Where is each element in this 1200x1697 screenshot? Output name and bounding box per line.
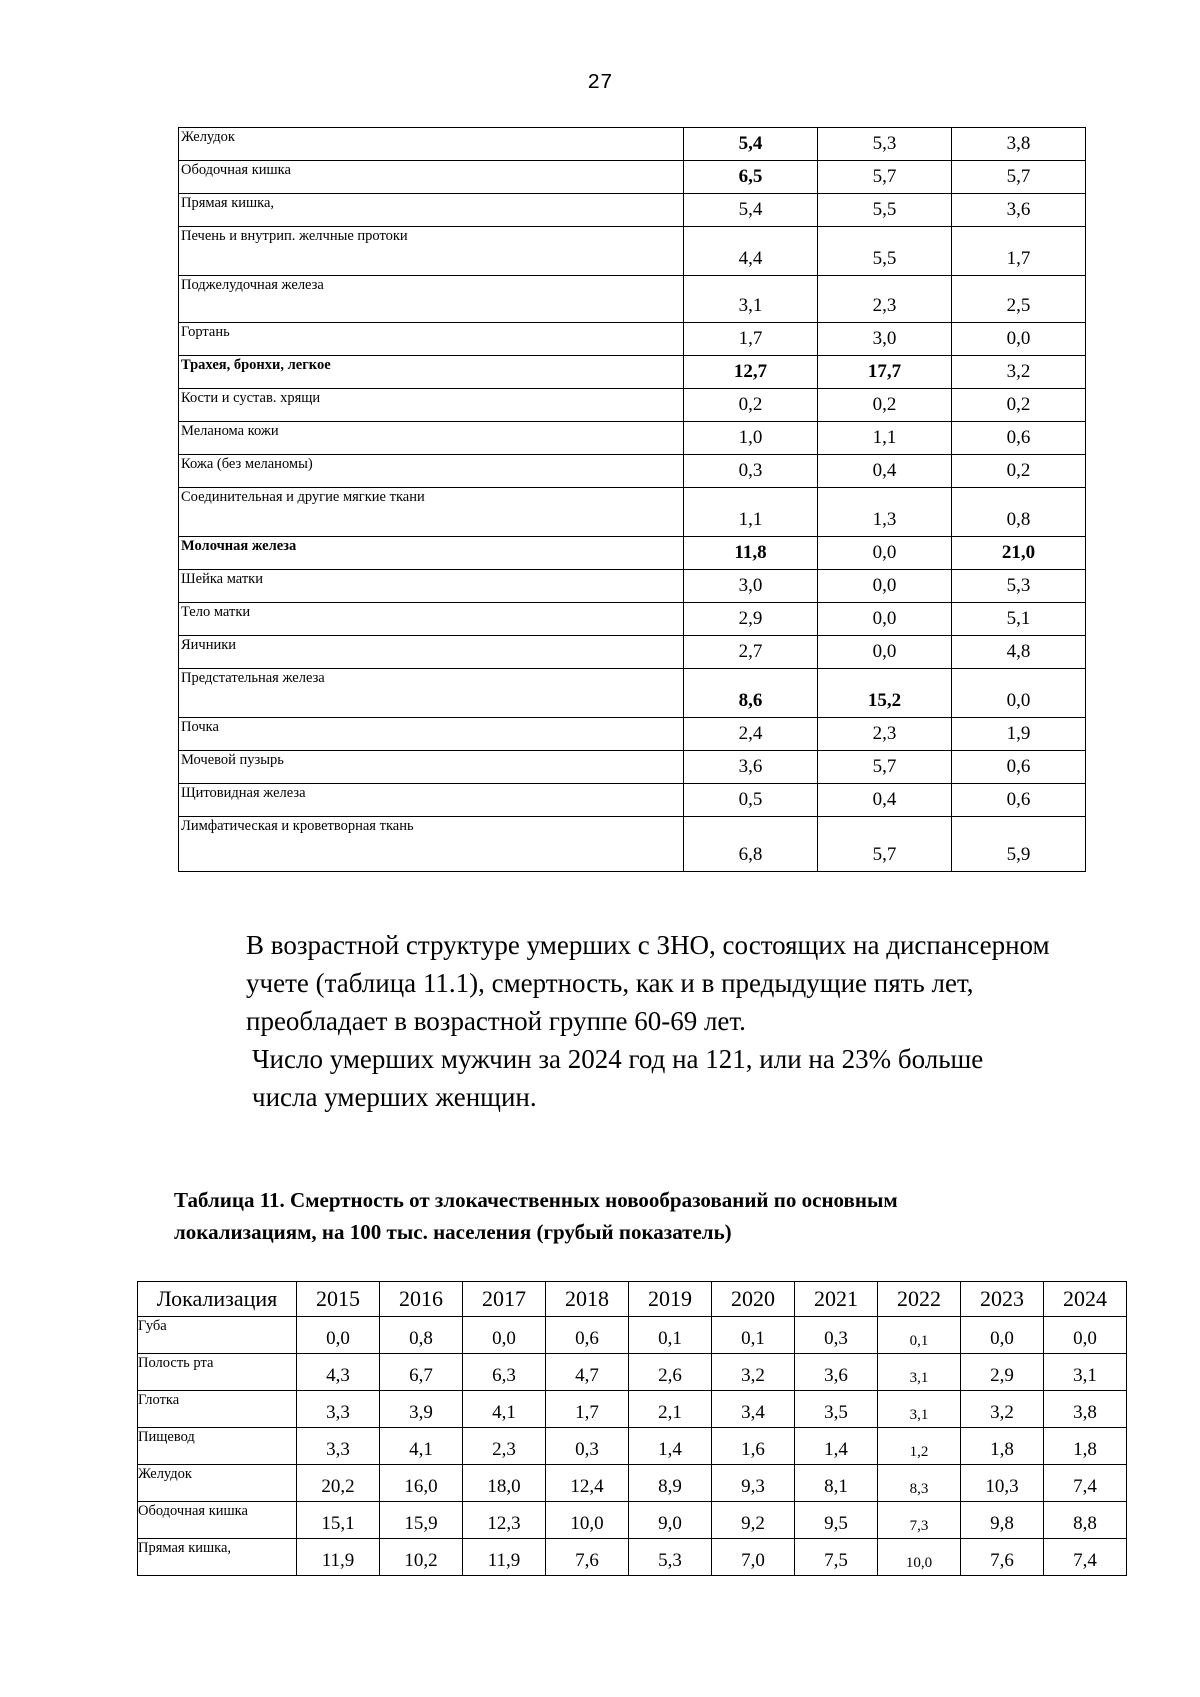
table-row: [179, 817, 1086, 872]
value-cell: 0,2: [684, 389, 818, 422]
value-cell: 15,9: [380, 1502, 463, 1539]
value-cell: 7,0: [712, 1539, 795, 1576]
localization-cell: Лимфатическая и кроветворная ткань: [179, 817, 684, 872]
value-cell: 9,3: [712, 1465, 795, 1502]
value-cell: 0,0: [818, 537, 952, 570]
value-cell: 3,5: [795, 1391, 878, 1428]
value-cell: 2,9: [684, 603, 818, 636]
value-cell: 2,7: [684, 636, 818, 669]
value-cell: 1,3: [818, 488, 952, 537]
value-cell: 3,1: [1044, 1354, 1127, 1391]
value-cell: 12,7: [684, 356, 818, 389]
value-cell: 5,1: [952, 603, 1086, 636]
localization-cell: Соединительная и другие мягкие ткани: [179, 488, 684, 537]
table-row: [179, 128, 1086, 161]
value-cell: 4,1: [463, 1391, 546, 1428]
localization-cell: Полость рта: [138, 1354, 297, 1391]
value-cell: 3,3: [297, 1391, 380, 1428]
value-cell: 0,0: [952, 323, 1086, 356]
value-cell: 1,8: [1044, 1428, 1127, 1465]
table-row: [179, 276, 1086, 323]
value-cell: 0,6: [546, 1317, 629, 1354]
localization-cell: Предстательная железа: [179, 669, 684, 718]
value-cell: 0,3: [795, 1317, 878, 1354]
value-cell: 5,5: [818, 227, 952, 276]
localization-cell: Прямая кишка,: [179, 194, 684, 227]
localization-cell: Молочная железа: [179, 537, 684, 570]
value-cell: 8,8: [1044, 1502, 1127, 1539]
value-cell: 0,0: [463, 1317, 546, 1354]
value-cell: 1,7: [952, 227, 1086, 276]
value-cell: 0,6: [952, 422, 1086, 455]
column-header-year: 2015: [297, 1282, 380, 1317]
paragraph-age-structure: [174, 926, 1086, 1040]
value-cell: 0,1: [629, 1317, 712, 1354]
value-cell: 0,4: [818, 455, 952, 488]
value-cell: 0,0: [297, 1317, 380, 1354]
table-row: [179, 356, 1086, 389]
paragraph-line: Число умерших мужчин за 2024 год на 121, или на 23% больше: [252, 1044, 984, 1074]
value-cell: 0,0: [818, 636, 952, 669]
table-row: [138, 1502, 1127, 1539]
value-cell: 4,1: [380, 1428, 463, 1465]
mortality-by-year-table: [137, 1281, 1127, 1576]
value-cell: 3,2: [712, 1354, 795, 1391]
localization-cell: Губа: [138, 1317, 297, 1354]
value-cell: 1,4: [629, 1428, 712, 1465]
value-cell: 3,1: [684, 276, 818, 323]
value-cell: 0,0: [818, 603, 952, 636]
table-row: [179, 227, 1086, 276]
value-cell: 1,1: [684, 488, 818, 537]
caption-line: локализациям, на 100 тыс. населения (грубый показатель): [174, 1220, 732, 1244]
value-cell: 5,3: [818, 128, 952, 161]
value-cell: 1,0: [684, 422, 818, 455]
table-row: [138, 1317, 1127, 1354]
value-cell: 10,3: [961, 1465, 1044, 1502]
table-header-row: [138, 1282, 1127, 1317]
value-cell: 0,0: [952, 669, 1086, 718]
value-cell: 11,9: [297, 1539, 380, 1576]
value-cell: 15,1: [297, 1502, 380, 1539]
value-cell: 7,6: [961, 1539, 1044, 1576]
value-cell: 7,3: [878, 1502, 961, 1539]
value-cell: 4,7: [546, 1354, 629, 1391]
value-cell: 2,6: [629, 1354, 712, 1391]
value-cell: 1,7: [684, 323, 818, 356]
value-cell: 2,3: [818, 276, 952, 323]
table-row: [179, 603, 1086, 636]
value-cell: 3,8: [1044, 1391, 1127, 1428]
table-row: [138, 1428, 1127, 1465]
value-cell: 3,6: [795, 1354, 878, 1391]
column-header-year: 2023: [961, 1282, 1044, 1317]
value-cell: 0,2: [952, 455, 1086, 488]
value-cell: 0,6: [952, 784, 1086, 817]
table-caption: [174, 1184, 1074, 1248]
paragraph-line: числа умерших женщин.: [252, 1082, 537, 1112]
value-cell: 20,2: [297, 1465, 380, 1502]
value-cell: 0,0: [961, 1317, 1044, 1354]
value-cell: 0,3: [546, 1428, 629, 1465]
table-row: [179, 537, 1086, 570]
value-cell: 7,4: [1044, 1539, 1127, 1576]
caption-line: Таблица 11. Смертность от злокачественных новообразований по основным: [174, 1188, 898, 1212]
value-cell: 0,1: [878, 1317, 961, 1354]
localization-cell: Ободочная кишка: [179, 161, 684, 194]
table-row: [179, 323, 1086, 356]
localization-cell: Шейка матки: [179, 570, 684, 603]
value-cell: 3,0: [818, 323, 952, 356]
value-cell: 9,0: [629, 1502, 712, 1539]
value-cell: 9,8: [961, 1502, 1044, 1539]
localization-cell: Почка: [179, 718, 684, 751]
paragraph-line: преобладает в возрастной группе 60-69 лет.: [246, 1006, 746, 1036]
value-cell: 1,4: [795, 1428, 878, 1465]
value-cell: 6,8: [684, 817, 818, 872]
localization-cell: Печень и внутрип. желчные протоки: [179, 227, 684, 276]
value-cell: 5,5: [818, 194, 952, 227]
column-header-year: 2018: [546, 1282, 629, 1317]
column-header-year: 2017: [463, 1282, 546, 1317]
value-cell: 2,3: [463, 1428, 546, 1465]
value-cell: 0,8: [380, 1317, 463, 1354]
column-header-year: 2020: [712, 1282, 795, 1317]
localization-cell: Пищевод: [138, 1428, 297, 1465]
value-cell: 0,5: [684, 784, 818, 817]
localization-cell: Прямая кишка,: [138, 1539, 297, 1576]
value-cell: 3,1: [878, 1354, 961, 1391]
value-cell: 16,0: [380, 1465, 463, 1502]
value-cell: 10,0: [878, 1539, 961, 1576]
value-cell: 2,9: [961, 1354, 1044, 1391]
value-cell: 3,2: [952, 356, 1086, 389]
value-cell: 1,9: [952, 718, 1086, 751]
table-row: [179, 669, 1086, 718]
value-cell: 0,2: [952, 389, 1086, 422]
value-cell: 2,1: [629, 1391, 712, 1428]
value-cell: 0,8: [952, 488, 1086, 537]
paragraph-men-vs-women: [174, 1040, 1086, 1116]
value-cell: 4,3: [297, 1354, 380, 1391]
value-cell: 5,7: [818, 751, 952, 784]
localization-cell: Мочевой пузырь: [179, 751, 684, 784]
value-cell: 5,4: [684, 128, 818, 161]
localization-cell: Кожа (без меланомы): [179, 455, 684, 488]
value-cell: 3,4: [712, 1391, 795, 1428]
value-cell: 1,8: [961, 1428, 1044, 1465]
value-cell: 5,4: [684, 194, 818, 227]
localization-cell: Трахея, бронхи, легкое: [179, 356, 684, 389]
table-row: [179, 751, 1086, 784]
value-cell: 5,7: [818, 161, 952, 194]
localization-cell: Ободочная кишка: [138, 1502, 297, 1539]
table-row: [179, 488, 1086, 537]
value-cell: 10,2: [380, 1539, 463, 1576]
value-cell: 7,5: [795, 1539, 878, 1576]
value-cell: 12,4: [546, 1465, 629, 1502]
value-cell: 2,5: [952, 276, 1086, 323]
value-cell: 1,2: [878, 1428, 961, 1465]
table-row: [179, 636, 1086, 669]
localization-cell: Гортань: [179, 323, 684, 356]
value-cell: 1,7: [546, 1391, 629, 1428]
value-cell: 0,4: [818, 784, 952, 817]
value-cell: 9,5: [795, 1502, 878, 1539]
value-cell: 10,0: [546, 1502, 629, 1539]
value-cell: 11,8: [684, 537, 818, 570]
value-cell: 4,4: [684, 227, 818, 276]
value-cell: 3,1: [878, 1391, 961, 1428]
value-cell: 9,2: [712, 1502, 795, 1539]
column-header-year: 2016: [380, 1282, 463, 1317]
value-cell: 6,5: [684, 161, 818, 194]
value-cell: 7,4: [1044, 1465, 1127, 1502]
page-number: 27: [587, 72, 613, 95]
value-cell: 3,6: [952, 194, 1086, 227]
localization-cell: Меланома кожи: [179, 422, 684, 455]
table-row: [179, 194, 1086, 227]
value-cell: 2,4: [684, 718, 818, 751]
value-cell: 4,8: [952, 636, 1086, 669]
table-row: [138, 1539, 1127, 1576]
paragraph-line: В возрастной структуре умерших с ЗНО, состоящих на диспансерном: [246, 930, 1050, 960]
value-cell: 5,3: [952, 570, 1086, 603]
table-row: [179, 784, 1086, 817]
localization-cell: Поджелудочная железа: [179, 276, 684, 323]
value-cell: 8,9: [629, 1465, 712, 1502]
value-cell: 7,6: [546, 1539, 629, 1576]
value-cell: 1,6: [712, 1428, 795, 1465]
localization-cell: Яичники: [179, 636, 684, 669]
value-cell: 8,3: [878, 1465, 961, 1502]
column-header-year: 2021: [795, 1282, 878, 1317]
table-row: [138, 1391, 1127, 1428]
table-row: [179, 455, 1086, 488]
value-cell: 3,0: [684, 570, 818, 603]
value-cell: 1,1: [818, 422, 952, 455]
localization-cell: Желудок: [138, 1465, 297, 1502]
value-cell: 8,1: [795, 1465, 878, 1502]
column-header-year: 2024: [1044, 1282, 1127, 1317]
value-cell: 0,6: [952, 751, 1086, 784]
value-cell: 5,9: [952, 817, 1086, 872]
value-cell: 5,3: [629, 1539, 712, 1576]
value-cell: 5,7: [818, 817, 952, 872]
table-row: [179, 422, 1086, 455]
localization-cell: Желудок: [179, 128, 684, 161]
value-cell: 0,1: [712, 1317, 795, 1354]
localization-cell: Щитовидная железа: [179, 784, 684, 817]
value-cell: 3,2: [961, 1391, 1044, 1428]
table-row: [138, 1354, 1127, 1391]
value-cell: 5,7: [952, 161, 1086, 194]
localization-cell: Глотка: [138, 1391, 297, 1428]
localization-cell: Кости и сустав. хрящи: [179, 389, 684, 422]
value-cell: 6,3: [463, 1354, 546, 1391]
column-header-year: 2019: [629, 1282, 712, 1317]
table-row: [179, 718, 1086, 751]
value-cell: 0,2: [818, 389, 952, 422]
value-cell: 3,3: [297, 1428, 380, 1465]
value-cell: 3,6: [684, 751, 818, 784]
value-cell: 17,7: [818, 356, 952, 389]
value-cell: 12,3: [463, 1502, 546, 1539]
value-cell: 18,0: [463, 1465, 546, 1502]
column-header-year: 2022: [878, 1282, 961, 1317]
table-row: [179, 389, 1086, 422]
value-cell: 3,8: [952, 128, 1086, 161]
value-cell: 8,6: [684, 669, 818, 718]
localization-cell: Тело матки: [179, 603, 684, 636]
value-cell: 6,7: [380, 1354, 463, 1391]
value-cell: 0,0: [818, 570, 952, 603]
value-cell: 15,2: [818, 669, 952, 718]
table-row: [179, 161, 1086, 194]
value-cell: 3,9: [380, 1391, 463, 1428]
paragraph-line: учете (таблица 11.1), смертность, как и в предыдущие пять лет,: [246, 968, 974, 998]
table-row: [138, 1465, 1127, 1502]
value-cell: 0,0: [1044, 1317, 1127, 1354]
value-cell: 21,0: [952, 537, 1086, 570]
table-row: [179, 570, 1086, 603]
mortality-by-sex-table: [178, 127, 1086, 872]
value-cell: 0,3: [684, 455, 818, 488]
column-header-localization: Локализация: [138, 1282, 297, 1317]
value-cell: 11,9: [463, 1539, 546, 1576]
value-cell: 2,3: [818, 718, 952, 751]
